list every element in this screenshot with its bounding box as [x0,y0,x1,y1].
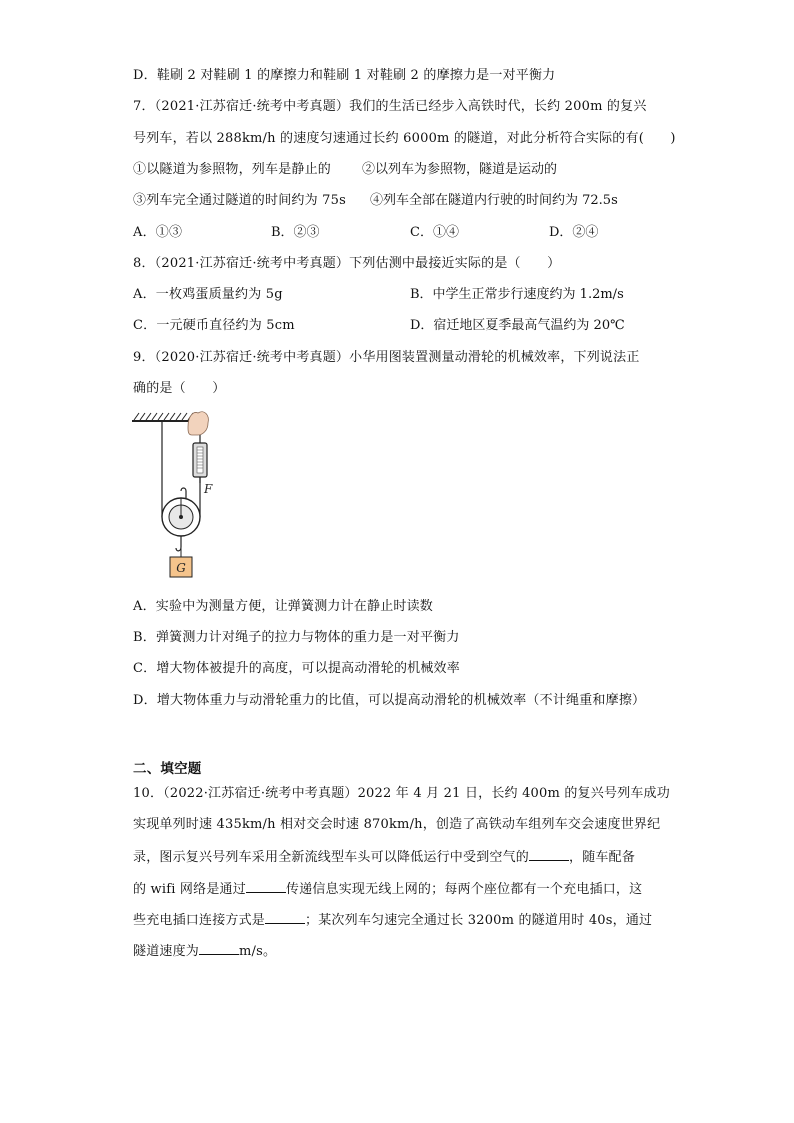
q7-stem-line2: 号列车，若以 288km/h 的速度匀速通过长约 6000m 的隧道，对此分析符合实际的有( ) [133,131,676,146]
q10-line3-text-b: ，随车配备 [569,850,636,865]
q10-line4-text-b: 传递信息实现无线上网的；每两个座位都有一个充电插口，这 [285,882,643,897]
q8-stem: 8．（2021·江苏宿迁·统考中考真题）下列估测中最接近实际的是（ ） [133,256,561,271]
q7-option-c: C．①④ [410,225,459,240]
blank-2 [246,880,286,893]
q9-option-a: A．实验中为测量方便，让弹簧测力计在静止时读数 [133,599,433,614]
ceiling-support [132,413,193,421]
pulley-figure [128,405,228,585]
q9-stem-line1: 9．（2020·江苏宿迁·统考中考真题）小华用图装置测量动滑轮的机械效率，下列说法正 [133,350,640,365]
q10-line5-text-b: ；某次列车匀速完全通过长 3200m 的隧道用时 40s，通过 [305,913,653,928]
q9-option-b: B．弹簧测力计对绳子的拉力与物体的重力是一对平衡力 [133,630,460,645]
q7-option-d: D．②④ [549,225,599,240]
q7-option-b: B．②③ [271,225,320,240]
q10-line3-text-a: 录，图示复兴号列车采用全新流线型车头可以降低运行中受到空气的 [133,850,530,865]
q7-statement-3: ③列车完全通过隧道的时间约为 75s [133,193,346,208]
q10-stem-line2: 实现单列时速 435km/h 相对交会时速 870km/h，创造了高铁动车组列车交会速度世界纪 [133,817,661,832]
q10-stem-line5 [133,911,652,930]
q6-option-d: D．鞋刷 2 对鞋刷 1 的摩擦力和鞋刷 1 对鞋刷 2 的摩擦力是一对平衡力 [133,68,556,83]
q10-line5-text-a: 些充电插口连接方式是 [133,913,266,928]
blank-4 [199,942,239,955]
weight-label: G [176,561,186,575]
q8-option-d: D．宿迁地区夏季最高气温约为 20℃ [410,318,625,333]
force-label: F [204,482,213,496]
q9-option-c: C．增大物体被提升的高度，可以提高动滑轮的机械效率 [133,661,460,676]
q8-option-a: A．一枚鸡蛋质量约为 5g [133,287,283,302]
q9-option-d: D．增大物体重力与动滑轮重力的比值，可以提高动滑轮的机械效率（不计绳重和摩擦） [133,693,646,708]
hand-icon [188,412,208,435]
spring-scale [193,435,207,483]
blank-3 [265,911,305,924]
q8-option-c: C．一元硬币直径约为 5cm [133,318,295,333]
q7-option-a: A．①③ [133,225,183,240]
blank-1 [529,848,569,861]
q7-stem-line1: 7．（2021·江苏宿迁·统考中考真题）我们的生活已经步入高铁时代，长约 200m 的复兴 [133,99,647,114]
q10-line6-text-a: 隧道速度为 [133,944,200,959]
q10-line6-text-b: m/s。 [239,944,277,959]
q10-line4-text-a: 的 wifi 网络是通过 [133,882,246,897]
q7-statement-1: ①以隧道为参照物，列车是静止的 [133,162,332,177]
section-heading: 二、填空题 [133,761,202,777]
q9-stem-line2: 确的是（ ） [133,381,226,396]
q7-statement-4: ④列车全部在隧道内行驶的时间约为 72.5s [370,193,618,208]
q8-option-b: B．中学生正常步行速度约为 1.2m/s [410,287,624,302]
q10-stem-line6 [133,942,276,961]
q10-stem-line3 [133,848,635,867]
q10-stem-line4 [133,880,642,899]
movable-pulley [162,498,200,536]
q7-statement-2: ②以列车为参照物，隧道是运动的 [362,162,558,177]
weight-block [170,557,192,577]
q10-stem-line1: 10．（2022·江苏宿迁·统考中考真题）2022 年 4 月 21 日，长约 400m 的复兴号列车成功 [133,786,670,801]
